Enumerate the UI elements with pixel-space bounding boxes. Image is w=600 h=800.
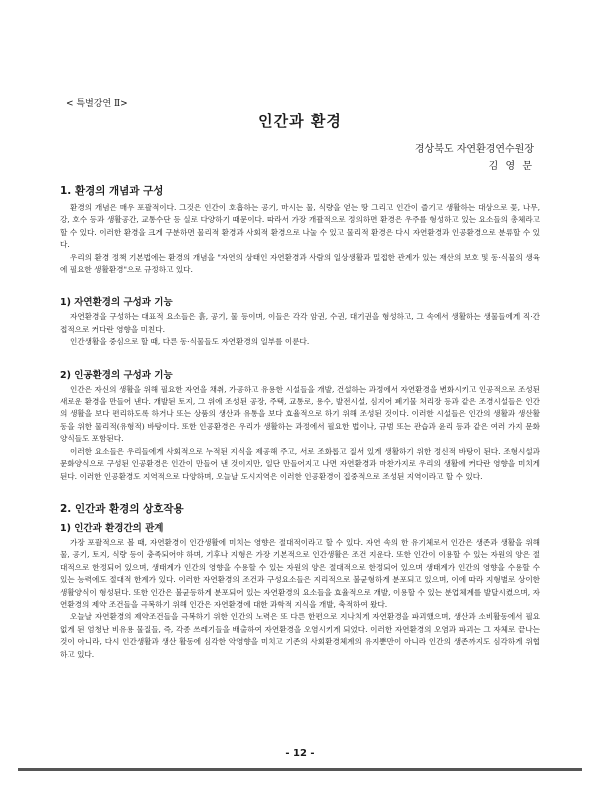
- footer-divider: [18, 768, 582, 771]
- page-title: 인간과 환경: [258, 112, 342, 130]
- paragraph: 환경의 개념은 매우 포괄적이다. 그것은 인간이 호흡하는 공기, 마시는 물, 식량을 얻는 땅 그리고 인간이 즐기고 생활하는 대상으로 꽃, 나무, 강, 호수 등과 생활공간, 교통수단 등 실로 다양하기 때문이다. 따라서 가장 개괄적으로 정의하면 환경은 우주를 형성하고 있는 요소들의 총체라고 할 수 있다. 이러한 환경을 크게 구분하면 물리적 환경과 사회적 환경으로 나눌 수 있고 물리적 환경은 다시 자연환경과 인공환경으로 분류할 수 있다.: [60, 203, 540, 250]
- paragraph: 오늘날 자연환경의 제약조건들을 극복하기 위한 인간의 노력은 또 다른 한편으로 지나치게 자연환경을 파괴했으며, 생산과 소비활동에서 필요 없게 된 엄청난 비유용 물질들, 즉, 각종 쓰레기들을 배출하여 자연환경을 오염시키게 되었다. 이러한 자연환경의 오염과 파괴는 그 자체로 끝나는 것이 아니라, 다시 인간생활과 생산 활동에 심각한 악영향을 미치고 기존의 사회환경체계의 유지뿐만이 아니라 인간의 생존까지도 심각하게 위협하고 있다.: [60, 612, 540, 659]
- section-heading-2: 2. 인간과 환경의 상호작용: [60, 502, 184, 515]
- document-body: [60, 183, 540, 661]
- author-name: 김 영 문: [488, 161, 534, 172]
- subsection-heading-2-1: 1) 인간과 환경간의 관계: [60, 522, 164, 534]
- subsection-heading-1-2: 2) 인공환경의 구성과 기능: [60, 369, 173, 381]
- page-number: - 12 -: [285, 748, 315, 759]
- paragraph: 가장 포괄적으로 볼 때, 자연환경이 인간생활에 미치는 영향은 절대적이라고 할 수 있다. 자연 속의 한 유기체로서 인간은 생존과 생활을 위해 물, 공기, 토지, 식량 등이 충족되어야 하며, 기후나 지형은 가장 기본적으로 인간생활은 조건 지운다. 또한 인간이 이용할 수 있는 자원의 양은 절대적으로 한정되어 있으며, 생태계가 인간의 영향을 수용할 수 있는 자원의 양은 절대적으로 한정되어 있으며 생태계가 인간의 영향을 수용할 수 있는 능력에도 절대적 한계가 있다. 이러한 자연환경의 조건과 구성요소들은 지리적으로 불균형하게 분포되고 있으며, 이에 따라 지형별로 상이한 생활양식이 형성된다. 또한 인간은 불균등하게 분포되어 있는 자연환경의 요소들을 효율적으로 개발, 이용할 수 있는 분업체계를 발달시켰으며, 자연환경의 제약 조건들을 극복하기 위해 인간은 자연환경에 대한 과학적 지식을 개발, 축적하여 왔다.: [60, 537, 540, 609]
- paragraph: 이러한 요소들은 우리들에게 사회적으로 누적된 지식을 제공해 주고, 서로 조화롭고 질서 있게 생활하기 위한 정신적 바탕이 된다. 조형시설과 문화양식으로 구성된 인공환경은 인간이 만들어 낸 것이지만, 일단 만들어지고 나면 자연환경과 마찬가지로 우리의 생활에 커다란 영향을 미치게 된다. 이러한 인공환경도 지역적으로 다양하며, 오늘날 도시지역은 이러한 인공환경이 집중적으로 조성된 지역이라고 할 수 있다.: [60, 446, 540, 481]
- subsection-heading-1-1: 1) 자연환경의 구성과 기능: [60, 297, 173, 309]
- paragraph: 자연환경을 구성하는 대표적 요소들은 흙, 공기, 물 등이며, 이들은 각각 암권, 수권, 대기권을 형성하고, 그 속에서 생활하는 생물들에게 직·간접적으로 커다란 영향을 미친다.: [60, 312, 540, 334]
- series-label: < 특별강연 Ⅱ>: [66, 99, 128, 109]
- paragraph: 인간생활을 중심으로 할 때, 다른 동·식물들도 자연환경의 일부를 이룬다.: [70, 337, 310, 347]
- paragraph: 우리의 환경 정책 기본법에는 환경의 개념을 "자연의 상태인 자연환경과 사람의 일상생활과 밀접한 관계가 있는 재산의 보호 및 동·식물의 생육에 필요한 생활환경"으로 규정하고 있다.: [60, 252, 540, 275]
- section-heading-1: 1. 환경의 개념과 구성: [60, 185, 164, 197]
- paragraph: 인간은 자신의 생활을 위해 필요한 자연을 채취, 가공하고 유용한 시설들을 개발, 건설하는 과정에서 자연환경을 변화시키고 인공적으로 조성된 새로운 환경을 만들어 낸다. 개발된 토지, 그 위에 조성된 공장, 주택, 교통로, 용수, 발전시설, 심지어 폐기물 처리장 등과 같은 조경시설들은 인간의 생활을 보다 편리하도록 하거나 또는 상품의 생산과 유통을 보다 효율적으로 하기 위해 조성된 것이다. 이러한 시설들은 인간의 생활과 생산활동을 위한 물리적(유형적) 바탕이다. 또한 인공환경은 우리가 생활하는 과정에서 필요한 법이나, 규범 또는 관습과 윤리 등과 같은 여러 가지 문화양식들도 포함된다.: [60, 384, 540, 444]
- author-affiliation: 경상북도 자연환경연수원장: [414, 144, 534, 155]
